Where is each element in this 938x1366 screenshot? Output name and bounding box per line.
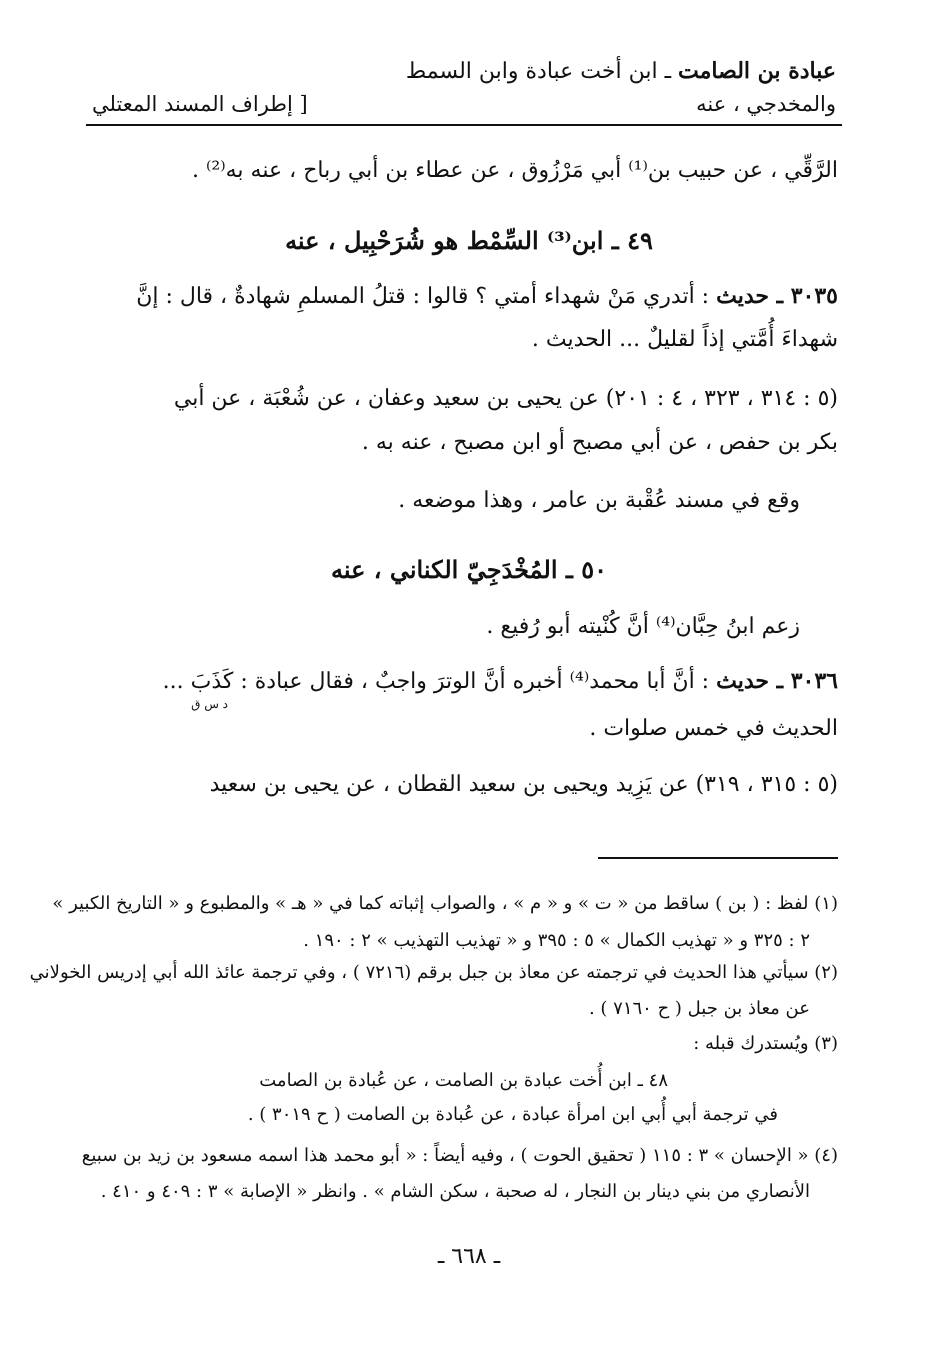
- footnote-3-line-3: في ترجمة أبي أُبي ابن امرأة عبادة ، عن عُبادة بن الصامت ( ح ٣٠١٩ ) .: [247, 1104, 778, 1125]
- footnote-2-line-2: عن معاذ بن جبل ( ح ٧١٦٠ ) .: [588, 998, 810, 1019]
- header-title-bold: عبادة بن الصامت: [678, 58, 836, 84]
- footnote-1-line-2: ٢ : ٣٢٥ و « تهذيب الكمال » ٥ : ٣٩٥ و « تهذيب التهذيب » ٢ : ١٩٠ .: [303, 930, 810, 951]
- hadith-3036-line-1: [163, 668, 838, 694]
- section-heading-50: ٥٠ ـ المُخْدَجِيّ الكناني ، عنه: [330, 555, 608, 584]
- section-50-line: زعم ابنُ حِبَّان⁽⁴⁾ أنَّ كُنْيته أبو رُفيع .: [486, 614, 800, 639]
- footnote-divider: [598, 857, 838, 859]
- footnote-4-line-1: (٤) « الإحسان » ٣ : ١١٥ ( تحقيق الحوت ) ، وفيه أيضاً : « أبو محمد هذا اسمه مسعود بن زيد بن سبيع: [81, 1145, 838, 1166]
- running-header-title: [406, 58, 836, 84]
- running-header-book-title: [ إطراف المسند المعتلي: [92, 92, 308, 116]
- hadith-3035-text: : أتدري مَنْ شهداء أمتي ؟ قالوا : قتلُ المسلمِ شهادةٌ ، قال : إنَّ: [136, 284, 717, 309]
- footnote-3-line-1: (٣) ويُستدرك قبله :: [693, 1033, 838, 1054]
- section-heading-49: ٤٩ ـ ابن⁽³⁾ السِّمْط هو شُرَحْبِيل ، عنه: [285, 226, 653, 255]
- footnote-2-line-1: (٢) سيأتي هذا الحديث في ترجمته عن معاذ بن جبل برقم (٧٢١٦ ) ، وفي ترجمة عائذ الله أبي إدريس الخولاني: [29, 962, 838, 983]
- footnote-3-line-2: ٤٨ ـ ابن أُخت عبادة بن الصامت ، عن عُبادة بن الصامت: [259, 1070, 668, 1091]
- footnote-1-line-1: (١) لفظ : ( بن ) ساقط من « ت » و « م » ، والصواب إثباته كما في « هـ » والمطبوع و « التاريخ الكبير »: [52, 893, 838, 914]
- hadith-3035-source-2: بكر بن حفص ، عن أبي مصبح أو ابن مصبح ، عنه به .: [361, 430, 838, 455]
- header-title-rest: ـ ابن أخت عبادة وابن السمط: [405, 59, 679, 84]
- page-number: ـ ٦٦٨ ـ: [437, 1244, 501, 1269]
- hadith-3035-line-2: شهداءَ أُمَّتي إذاً لقليلٌ ... الحديث .: [531, 327, 838, 352]
- header-divider: [86, 124, 842, 126]
- hadith-3036-sigla: د س ق: [191, 697, 228, 711]
- body-line-1: الرَّقِّي ، عن حبيب بن⁽¹⁾ أبي مَرْزُوق ، عن عطاء بن أبي رباح ، عنه به⁽²⁾ .: [192, 158, 838, 183]
- hadith-3036-text: : أنَّ أبا محمد⁽⁴⁾ أخبره أنَّ الوترَ واجبٌ ، فقال عبادة : كَذَبَ ...: [162, 669, 717, 694]
- hadith-3035-note: وقع في مسند عُقْبة بن عامر ، وهذا موضعه .: [398, 488, 800, 513]
- footnote-4-line-2: الأنصاري من بني دينار بن النجار ، له صحبة ، سكن الشام » . وانظر « الإصابة » ٣ : ٤٠٩ و ٤١٠ .: [100, 1181, 810, 1202]
- hadith-3036-number: ٣٠٣٦ ـ حديث: [716, 668, 838, 694]
- hadith-3035-number: ٣٠٣٥ ـ حديث: [716, 283, 838, 309]
- hadith-3036-line-2: الحديث في خمس صلوات .: [589, 716, 838, 741]
- hadith-3035-source-1: (٥ : ٣١٤ ، ٣٢٣ ، ٤ : ٢٠١) عن يحيى بن سعيد وعفان ، عن شُعْبَة ، عن أبي: [173, 386, 838, 411]
- running-header-subtitle: والمخدجي ، عنه: [696, 92, 836, 116]
- hadith-3035-line-1: [136, 283, 838, 309]
- hadith-3036-source: (٥ : ٣١٥ ، ٣١٩) عن يَزِيد ويحيى بن سعيد القطان ، عن يحيى بن سعيد: [209, 772, 838, 797]
